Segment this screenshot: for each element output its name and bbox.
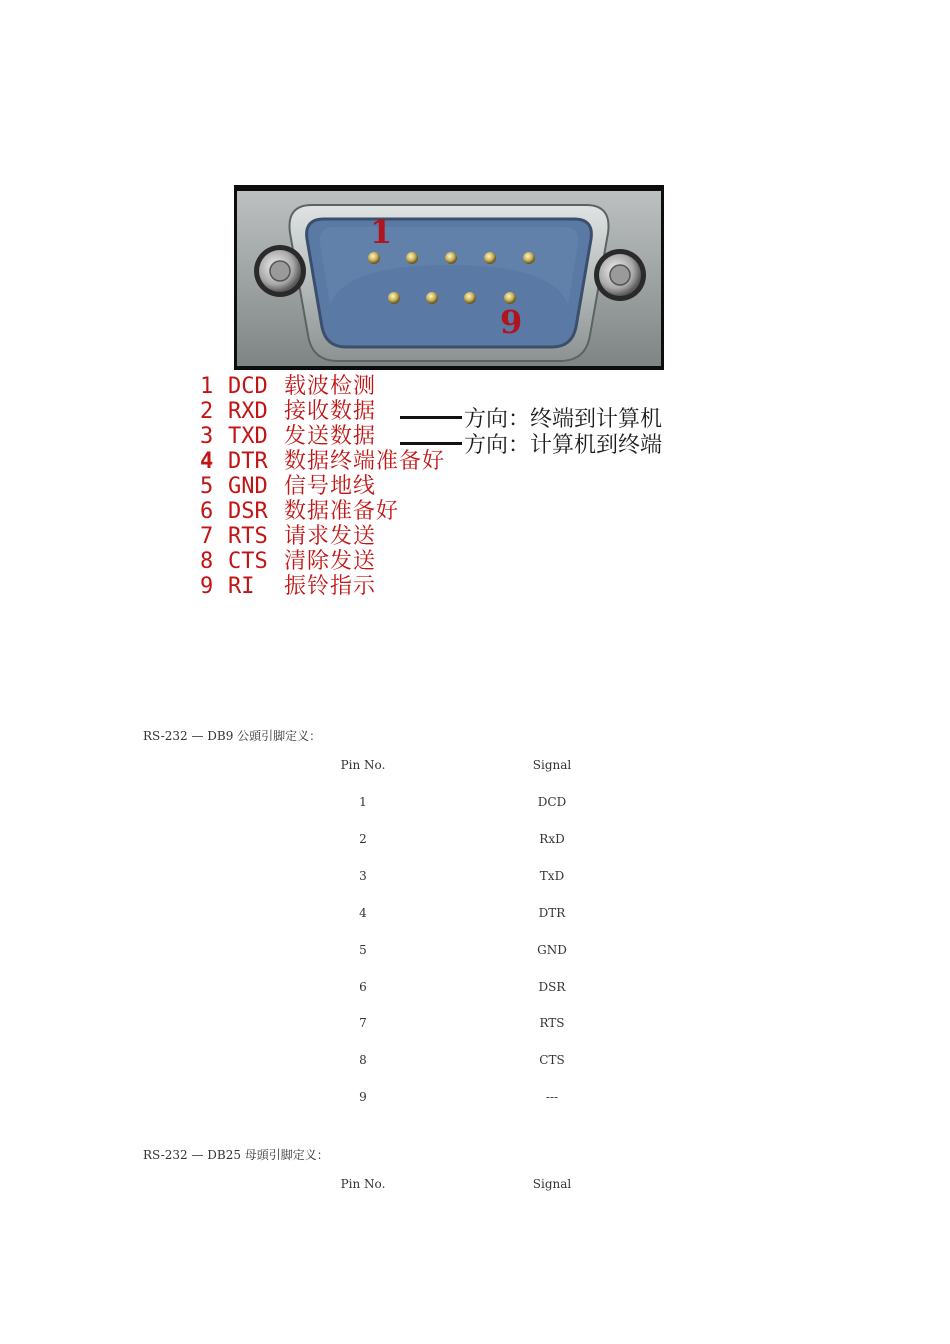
pin1-label: 1 — [370, 213, 393, 251]
db25-heading: RS-232 — DB25 母頭引脚定义： — [143, 1148, 329, 1162]
db9-signal-cell: CTS — [539, 1053, 565, 1067]
db9-signal-cell: RxD — [539, 832, 565, 846]
arrow-line — [400, 416, 462, 419]
legend-desc: 发送数据 — [284, 424, 377, 449]
txd-direction-note — [400, 428, 662, 459]
legend-desc: 清除发送 — [284, 549, 377, 574]
legend-num: 8 — [200, 549, 214, 574]
db9-signal-cell: TxD — [539, 869, 565, 883]
db25-col-signal-header: Signal — [532, 1177, 572, 1191]
db9-pin-cell: 3 — [359, 869, 367, 883]
legend-num: 6 — [200, 499, 214, 524]
db9-col-signal-header: Signal — [532, 758, 572, 772]
db9-signal-cell: DCD — [537, 795, 567, 809]
db9-pin-cell: 2 — [359, 832, 367, 846]
db9-pin-cell: 4 — [359, 906, 367, 920]
db9-connector-photo — [234, 185, 664, 370]
legend-desc: 接收数据 — [284, 399, 377, 424]
legend-abbr: TXD — [228, 424, 268, 449]
db9-pin-cell: 5 — [359, 943, 367, 957]
db9-heading: RS-232 — DB9 公頭引脚定义： — [143, 729, 322, 743]
legend-abbr: DCD — [228, 374, 268, 399]
legend-abbr: DTR — [228, 449, 268, 474]
legend-num: 7 — [200, 524, 214, 549]
legend-desc: 数据终端准备好 — [284, 449, 446, 474]
legend-abbr: RXD — [228, 399, 268, 424]
legend-num: 3 — [200, 424, 214, 449]
txd-direction-text: 方向：计算机到终端 — [464, 433, 663, 458]
legend-num: 4 — [200, 449, 214, 474]
db9-pin-cell: 6 — [359, 980, 367, 994]
db9-signal-cell: DSR — [538, 980, 566, 994]
legend-row — [200, 499, 445, 524]
legend-row — [200, 374, 445, 399]
db9-signal-cell: GND — [537, 943, 567, 957]
db25-col-pin-header: Pin No. — [340, 1177, 386, 1191]
db9-pin-cell: 1 — [359, 795, 367, 809]
legend-num: 5 — [200, 474, 214, 499]
db9-pin-cell: 8 — [359, 1053, 367, 1067]
legend-row — [200, 574, 445, 599]
legend-row — [200, 524, 445, 549]
legend-desc: 请求发送 — [284, 524, 377, 549]
db9-pin-cell: 9 — [359, 1090, 367, 1104]
db9-signal-cell: DTR — [538, 906, 566, 920]
legend-desc: 信号地线 — [284, 474, 377, 499]
pin9-label: 9 — [500, 303, 523, 341]
legend-row — [200, 549, 445, 574]
legend-desc: 振铃指示 — [284, 574, 377, 599]
db9-signal-cell: RTS — [539, 1016, 565, 1030]
legend-abbr: RI — [228, 574, 255, 599]
legend-num: 2 — [200, 399, 214, 424]
legend-abbr: CTS — [228, 549, 268, 574]
arrow-line — [400, 442, 462, 445]
legend-desc: 数据准备好 — [284, 499, 400, 524]
legend-abbr: DSR — [228, 499, 268, 524]
legend-desc: 载波检测 — [284, 374, 377, 399]
legend-row — [200, 474, 445, 499]
db9-pin-cell: 7 — [359, 1016, 367, 1030]
db9-signal-cell: --- — [545, 1090, 559, 1104]
legend-abbr: GND — [228, 474, 268, 499]
db9-col-pin-header: Pin No. — [340, 758, 386, 772]
legend-abbr: RTS — [228, 524, 268, 549]
legend-num: 1 — [200, 374, 214, 399]
rxd-direction-text: 方向：终端到计算机 — [464, 407, 663, 432]
legend-num: 9 — [200, 574, 214, 599]
db9-connector-illustration — [234, 185, 664, 370]
